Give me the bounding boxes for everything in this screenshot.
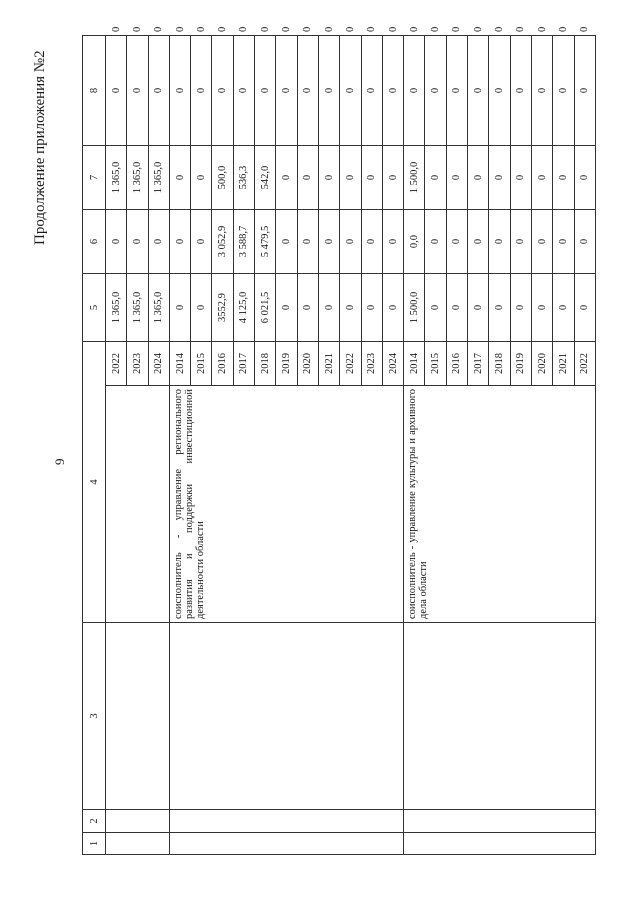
year-cell: 2022: [106, 342, 127, 386]
header-cell: 5: [83, 274, 106, 342]
value-cell: 0: [468, 210, 489, 274]
column-1-cell: [404, 833, 596, 855]
value-cell: 0: [127, 210, 148, 274]
value-cell: 5 479,5: [255, 210, 276, 274]
value-cell: 0: [425, 36, 446, 146]
column-2-cell: [106, 810, 170, 833]
value-cell: 536,3: [233, 146, 254, 210]
value-cell: 0: [297, 146, 318, 210]
value-cell: 1 365,0: [127, 146, 148, 210]
value-cell: 0: [553, 274, 574, 342]
value-cell: 0: [574, 274, 595, 342]
year-cell: 2018: [489, 342, 510, 386]
year-cell: 2017: [468, 342, 489, 386]
year-cell: 2015: [191, 342, 212, 386]
participant-cell: [404, 623, 596, 810]
table-row: 2017 0 0 0 0 0: [468, 36, 489, 855]
value-cell: 0: [531, 210, 552, 274]
value-cell: 0: [340, 274, 361, 342]
value-cell: 0: [468, 274, 489, 342]
value-cell: 0: [340, 36, 361, 146]
funding-table-body: [83, 26, 596, 855]
header-cell: 3: [83, 623, 106, 810]
funding-table: [82, 26, 596, 855]
value-cell: 1 500,0: [404, 146, 425, 210]
year-cell: 2020: [297, 342, 318, 386]
header-cell: 8: [83, 36, 106, 146]
year-cell: 2023: [361, 342, 382, 386]
table-row: 2024 0 0 0 0 0: [382, 36, 403, 855]
value-cell: 0: [276, 36, 297, 146]
value-cell: 0: [361, 146, 382, 210]
value-cell: 0: [318, 146, 339, 210]
value-cell: 0: [425, 210, 446, 274]
year-cell: 2015: [425, 342, 446, 386]
table-row: 2015 0 0 0 0 0: [425, 36, 446, 855]
value-cell: 0: [489, 274, 510, 342]
value-cell: 4 125,0: [233, 274, 254, 342]
value-cell: 0: [510, 274, 531, 342]
table-row: 2016 0 0 0 0 0: [446, 36, 467, 855]
header-cell: 2: [83, 810, 106, 833]
value-cell: 0: [318, 36, 339, 146]
value-cell: 0: [340, 146, 361, 210]
value-cell: 0: [191, 210, 212, 274]
value-cell: 0: [382, 210, 403, 274]
table-row: 2023 1 365,0 0 1 365,0 0 0: [127, 36, 148, 855]
value-cell: 0: [531, 274, 552, 342]
year-cell: 2021: [318, 342, 339, 386]
value-cell: 0: [297, 210, 318, 274]
value-cell: 1 500,0: [404, 274, 425, 342]
year-cell: 2020: [531, 342, 552, 386]
value-cell: 1 365,0: [127, 274, 148, 342]
value-cell: 0: [169, 210, 190, 274]
value-cell: 0: [297, 274, 318, 342]
year-cell: 2021: [553, 342, 574, 386]
value-cell: 0: [425, 146, 446, 210]
table-row: 2017 4 125,0 3 588,7 536,3 0 0: [233, 36, 254, 855]
table-row: 2015 0 0 0 0 0: [191, 36, 212, 855]
value-cell: 0: [233, 36, 254, 146]
table-row: 2021 0 0 0 0 0: [318, 36, 339, 855]
table-row: соисполнитель - управление культуры и архивного дела области 2014 1 500,0 0,0 1 500,0 0 0: [404, 36, 425, 855]
value-cell: 1 365,0: [148, 274, 169, 342]
value-cell: 0: [510, 210, 531, 274]
value-cell: 0: [553, 210, 574, 274]
appendix-continuation-title: Продолжение приложения №2: [32, 50, 48, 245]
value-cell: 0: [127, 36, 148, 146]
executor-cell: соисполнитель - управление культуры и архивного дела области: [404, 386, 596, 623]
year-cell: 2024: [148, 342, 169, 386]
value-cell: 0: [510, 146, 531, 210]
value-cell: 0: [276, 210, 297, 274]
value-cell: 0: [318, 274, 339, 342]
column-2-cell: [404, 810, 596, 833]
value-cell: 1 365,0: [106, 146, 127, 210]
year-cell: 2019: [510, 342, 531, 386]
value-cell: 3 052,9: [212, 210, 233, 274]
value-cell: 0: [382, 146, 403, 210]
value-cell: 0: [191, 36, 212, 146]
table-row: 2022 1 365,0 0 1 365,0 0 0: [106, 36, 127, 855]
table-row: 2023 0 0 0 0 0: [361, 36, 382, 855]
year-cell: 2014: [169, 342, 190, 386]
value-cell: 0: [446, 274, 467, 342]
value-cell: 0: [361, 210, 382, 274]
table-row: 2022 0 0 0 0 0: [340, 36, 361, 855]
value-cell: 542,0: [255, 146, 276, 210]
value-cell: 0: [468, 146, 489, 210]
column-1-cell: [106, 833, 170, 855]
executor-cell: соисполнитель - управление регионального развития и поддержки инвестиционной деятельности области: [169, 386, 403, 623]
value-cell: 0: [148, 36, 169, 146]
value-cell: 0: [446, 146, 467, 210]
column-1-cell: [169, 833, 403, 855]
table-row: соисполнитель - управление регионального развития и поддержки инвестиционной деятельности области 2014 0 0 0 0 0: [169, 36, 190, 855]
header-cell: 1: [83, 833, 106, 855]
value-cell: 0: [276, 274, 297, 342]
table-row: 2016 3552,9 3 052,9 500,0 0 0: [212, 36, 233, 855]
executor-cell: [106, 386, 170, 623]
year-cell: 2014: [404, 342, 425, 386]
value-cell: 0: [446, 210, 467, 274]
participant-cell: [169, 623, 403, 810]
table-row: 2020 0 0 0 0 0: [297, 36, 318, 855]
value-cell: 1 365,0: [106, 274, 127, 342]
value-cell: 3552,9: [212, 274, 233, 342]
value-cell: 0: [382, 274, 403, 342]
value-cell: 6 021,5: [255, 274, 276, 342]
table-row: 2019 0 0 0 0 0: [510, 36, 531, 855]
year-cell: 2023: [127, 342, 148, 386]
value-cell: 0: [531, 146, 552, 210]
value-cell: 0: [489, 210, 510, 274]
value-cell: 0: [382, 36, 403, 146]
year-cell: 2019: [276, 342, 297, 386]
year-cell: 2022: [340, 342, 361, 386]
value-cell: 0,0: [404, 210, 425, 274]
value-cell: 0: [489, 36, 510, 146]
participant-cell: [106, 623, 170, 810]
table-row: 2021 0 0 0 0 0: [553, 36, 574, 855]
value-cell: 0: [361, 36, 382, 146]
value-cell: 0: [191, 274, 212, 342]
value-cell: 0: [148, 210, 169, 274]
value-cell: 0: [191, 146, 212, 210]
value-cell: 0: [489, 146, 510, 210]
value-cell: 0: [574, 210, 595, 274]
value-cell: 0: [106, 210, 127, 274]
page-number: 9: [52, 458, 67, 465]
column-2-cell: [169, 810, 403, 833]
value-cell: 0: [574, 36, 595, 146]
value-cell: 0: [318, 210, 339, 274]
year-cell: 2016: [212, 342, 233, 386]
table-row: 2024 1 365,0 0 1 365,0 0 0: [148, 36, 169, 855]
value-cell: 0: [169, 36, 190, 146]
value-cell: 0: [574, 146, 595, 210]
value-cell: 0: [510, 36, 531, 146]
year-cell: 2024: [382, 342, 403, 386]
value-cell: 0: [553, 36, 574, 146]
value-cell: 0: [212, 36, 233, 146]
value-cell: 0: [404, 36, 425, 146]
value-cell: 0: [169, 146, 190, 210]
header-cell: 7: [83, 146, 106, 210]
value-cell: 0: [468, 36, 489, 146]
table-row: 2019 0 0 0 0 0: [276, 36, 297, 855]
value-cell: 0: [276, 146, 297, 210]
value-cell: 0: [340, 210, 361, 274]
value-cell: 3 588,7: [233, 210, 254, 274]
table-row: 2018 0 0 0 0 0: [489, 36, 510, 855]
table-row: 2022 0 0 0 0 0: [574, 36, 595, 855]
value-cell: 0: [361, 274, 382, 342]
year-cell: 2018: [255, 342, 276, 386]
value-cell: 0: [106, 36, 127, 146]
header-cell: 4: [83, 342, 106, 623]
value-cell: 0: [297, 36, 318, 146]
value-cell: 500,0: [212, 146, 233, 210]
header-cell: 6: [83, 210, 106, 274]
value-cell: 0: [255, 36, 276, 146]
value-cell: 0: [446, 36, 467, 146]
table-header-row: [83, 36, 106, 855]
value-cell: 0: [425, 274, 446, 342]
table-row: 2018 6 021,5 5 479,5 542,0 0 0: [255, 36, 276, 855]
year-cell: 2017: [233, 342, 254, 386]
year-cell: 2016: [446, 342, 467, 386]
value-cell: 1 365,0: [148, 146, 169, 210]
year-cell: 2022: [574, 342, 595, 386]
value-cell: 0: [169, 274, 190, 342]
table-row: 2020 0 0 0 0 0: [531, 36, 552, 855]
value-cell: 0: [531, 36, 552, 146]
value-cell: 0: [553, 146, 574, 210]
